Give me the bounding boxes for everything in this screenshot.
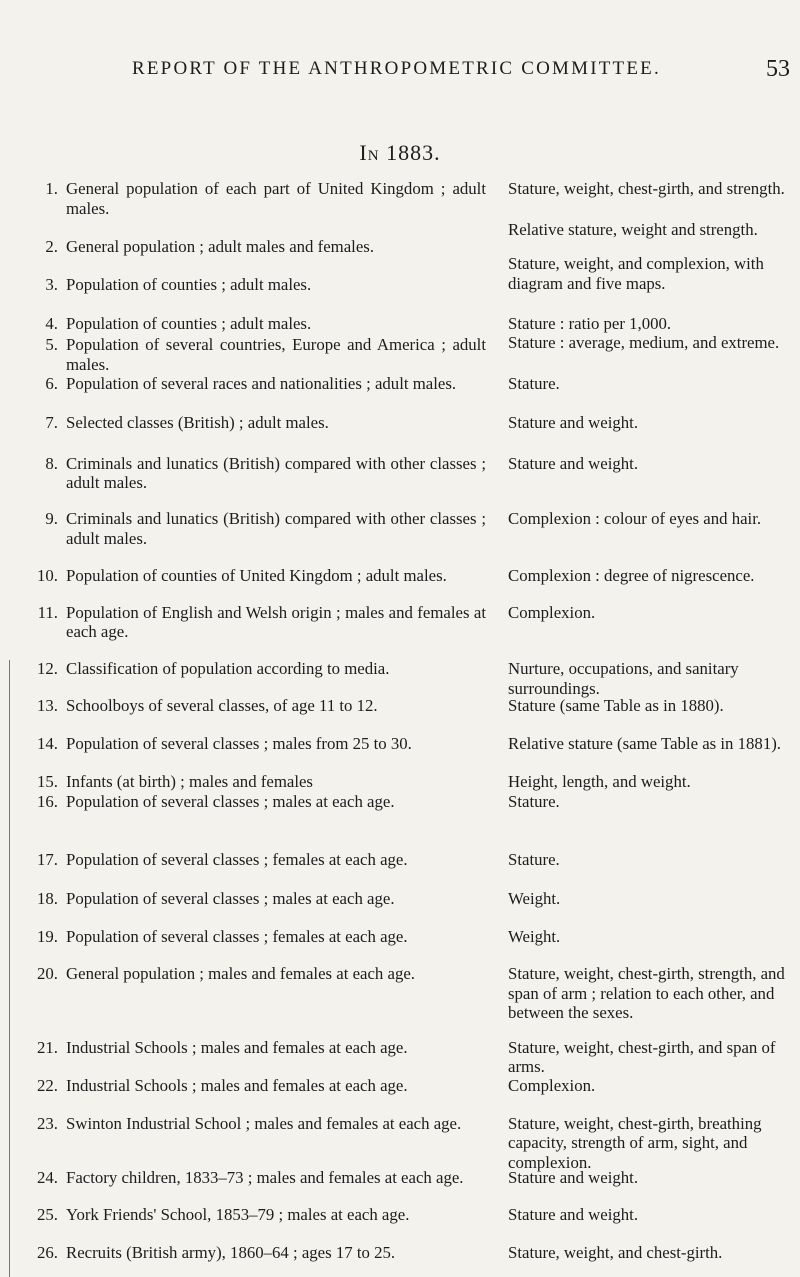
entry-description: Population of counties ; adult males. — [66, 313, 312, 333]
entry-description: Population of several classes ; females at each age. — [66, 850, 408, 870]
entry-number: 15. — [37, 771, 58, 791]
entry-number: 10. — [37, 565, 58, 585]
page-number: 53 — [766, 56, 790, 82]
entry-description: Population of several races and nationalities ; adult males. — [66, 373, 457, 393]
entry-measurements-20: Stature, weight, chest-girth, strength, and span of arm ; relation to each other, and between the sexes. — [508, 964, 785, 1023]
entry-measurements-23: Stature, weight, chest-girth, breathing capacity, strength of arm, sight, and complexion. — [508, 1113, 762, 1172]
entry-measurements-6: Stature. — [508, 373, 560, 393]
entry-number: 2. — [45, 236, 58, 256]
entry-measurements-13: Stature (same Table as in 1880). — [508, 695, 724, 715]
entry-measurements-1: Stature, weight, chest-girth, and strength. — [508, 179, 785, 199]
entry-number: 13. — [37, 695, 58, 715]
entry-number: 1. — [45, 179, 58, 199]
entry-measurements-22: Complexion. — [508, 1075, 596, 1095]
entry-description: Industrial Schools ; males and females at each age. — [66, 1075, 408, 1095]
entry-description: Factory children, 1833–73 ; males and females at each age. — [66, 1168, 464, 1188]
entry-description: York Friends' School, 1853–79 ; males at each age. — [66, 1205, 410, 1225]
entry-description: Population of several classes ; females at each age. — [66, 927, 408, 947]
entry-description: Population of counties of United Kingdom ; adult males. — [66, 565, 447, 585]
entry-number: 26. — [37, 1243, 58, 1263]
entry-measurements-19: Weight. — [508, 927, 561, 947]
entry-measurements-7: Stature and weight. — [508, 412, 639, 432]
entry-description: Infants (at birth) ; males and females — [66, 771, 313, 791]
entry-description: Population of English and Welsh origin ; males and females at each age. — [66, 602, 486, 642]
entry-number: 25. — [37, 1205, 58, 1225]
entry-number: 12. — [37, 659, 58, 679]
entry-description: Classification of population according to media. — [66, 659, 390, 679]
entry-measurements-4: Stature : ratio per 1,000. — [508, 313, 672, 333]
entry-description: Population of several classes ; males from 25 to 30. — [66, 733, 412, 753]
entry-measurements-2: Relative stature, weight and strength. — [508, 220, 758, 240]
entry-measurements-21: Stature, weight, chest-girth, and span of arms. — [508, 1037, 776, 1077]
entry-description: General population ; adult males and females. — [66, 236, 375, 256]
entry-number: 4. — [45, 313, 58, 333]
entry-description: Population of counties ; adult males. — [66, 274, 312, 294]
entry-description: Schoolboys of several classes, of age 11 to 12. — [66, 695, 378, 715]
entry-measurements-24: Stature and weight. — [508, 1168, 639, 1188]
entry-description: Recruits (British army), 1860–64 ; ages 17 to 25. — [66, 1243, 396, 1263]
entry-measurements-12: Nurture, occupations, and sanitary surroundings. — [508, 659, 739, 698]
entry-measurements-3: Stature, weight, and complexion, with diagram and five maps. — [508, 254, 764, 293]
entry-description: Population of several countries, Europe and America ; adult males. — [66, 335, 486, 374]
entry-measurements-26: Stature, weight, and chest-girth. — [508, 1243, 723, 1263]
entry-description: Criminals and lunatics (British) compared with other classes ; adult males. — [66, 509, 486, 548]
entry-measurements-11: Complexion. — [508, 602, 596, 622]
entry-measurements-18: Weight. — [508, 889, 561, 909]
section-title: In 1883. — [359, 140, 441, 165]
margin-scan-line — [9, 660, 10, 1277]
entry-description: Swinton Industrial School ; males and females at each age. — [66, 1113, 462, 1133]
entry-number: 19. — [37, 927, 58, 947]
entry-number: 20. — [37, 964, 58, 984]
entry-measurements-14: Relative stature (same Table as in 1881). — [508, 733, 781, 753]
entry-number: 18. — [37, 889, 58, 909]
entry-description: Population of several classes ; males at each age. — [66, 889, 395, 909]
entry-number: 22. — [37, 1075, 58, 1095]
entry-number: 5. — [45, 335, 58, 354]
entry-description: Industrial Schools ; males and females at each age. — [66, 1037, 408, 1057]
entry-measurements-15: Height, length, and weight. — [508, 771, 691, 791]
entry-number: 3. — [45, 274, 58, 294]
entry-measurements-5: Stature : average, medium, and extreme. — [508, 333, 780, 353]
entry-number: 6. — [45, 373, 58, 393]
entry-number: 8. — [45, 453, 58, 473]
entry-number: 9. — [45, 509, 58, 529]
entry-description: Population of several classes ; males at each age. — [66, 792, 395, 811]
entry-measurements-9: Complexion : colour of eyes and hair. — [508, 509, 762, 529]
entry-measurements-16: Stature. — [508, 792, 560, 811]
entry-number: 21. — [37, 1037, 58, 1057]
entry-number: 24. — [37, 1168, 58, 1188]
entry-measurements-8: Stature and weight. — [508, 453, 639, 473]
entry-number: 17. — [37, 850, 58, 870]
entry-measurements-10: Complexion : degree of nigrescence. — [508, 565, 755, 585]
entry-description: Criminals and lunatics (British) compared with other classes ; adult males. — [66, 453, 486, 493]
entry-description: General population ; males and females at each age. — [66, 964, 415, 984]
entry-description: Selected classes (British) ; adult males. — [66, 412, 329, 432]
entry-measurements-25: Stature and weight. — [508, 1205, 639, 1225]
entry-number: 23. — [37, 1113, 58, 1133]
entry-measurements-17: Stature. — [508, 850, 560, 870]
entry-number: 16. — [37, 792, 58, 811]
running-title: REPORT OF THE ANTHROPOMETRIC COMMITTEE. — [132, 58, 661, 79]
entry-description: General population of each part of United Kingdom ; adult males. — [66, 179, 486, 218]
entry-number: 7. — [45, 412, 58, 432]
entry-number: 14. — [37, 733, 58, 753]
entry-number: 11. — [37, 602, 58, 622]
page-header — [92, 56, 790, 86]
